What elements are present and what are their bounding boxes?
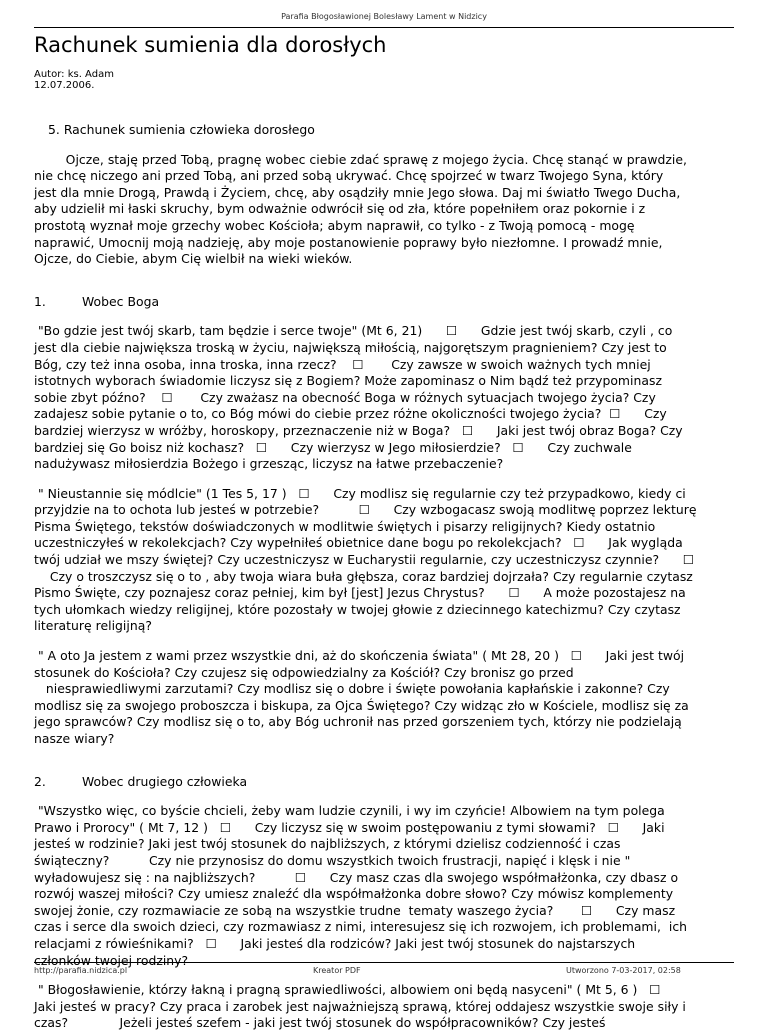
text-line: literaturę religijną? [34, 618, 152, 634]
text-line: naprawić, Umocnij moją nadzieję, aby moje postanowienie poprawy było niezłomne. I prowadź mnie, [34, 234, 663, 250]
text-line: Jaki jesteś w pracy? Czy praca i zarobek jest najważniejszą sprawą, której oddajesz wszystkie swoje siły i [34, 998, 686, 1014]
text-line: stosunek do Kościoła? Czy czujesz się odpowiedzialny za Kościół? Czy bronisz go przed [34, 664, 574, 680]
chapter-title: Wobec Boga [82, 293, 160, 309]
text-line: niesprawiedliwymi zarzutami? Czy modlisz się o dobre i święte powołania kapłańskie i zakonne? Czy [34, 681, 670, 697]
text-line: relacjami z rówieśnikami? ☐ Jaki jesteś dla rodziców? Jaki jest twój stosunek do najstarszych [34, 935, 636, 951]
page-header: Parafia Błogosławionej Bolesławy Lament w Nidzicy [281, 12, 487, 21]
text-line: świąteczny? Czy nie przynosisz do domu wszystkich twoich frustracji, napięć i klęsk i nie " [34, 852, 631, 868]
footer-created-date: Utworzono 7-03-2017, 02:58 [566, 966, 681, 975]
text-line: swojej żonie, czy rozmawiacie ze sobą na wszystkie trudne tematy waszego życia? ☐ Czy masz [34, 902, 676, 918]
chapter-title: Wobec drugiego człowieka [82, 773, 248, 789]
text-line: jego sprawców? Czy modlisz się o to, aby Bóg uchronił nas przed gorszeniem tych, którzy nie podzielają [34, 714, 682, 730]
text-line: zadajesz sobie pytanie o to, co Bóg mówi do ciebie przez różne okoliczności twojego życia? ☐ Czy [34, 406, 667, 422]
text-line: Czy o troszczysz się o to , aby twoja wiara buła głębsza, coraz bardziej dojrzała? Czy regularnie czytasz [34, 568, 693, 584]
text-line: członków twojej rodziny? [34, 952, 189, 968]
text-line: wyładowujesz się : na najbliższych? ☐ Czy masz czas dla swojego współmałżonka, czy dbasz o [34, 869, 679, 885]
text-line: uczestniczyłeś w rekolekcjach? Czy wypełniłeś obietnice dane bogu po rekolekcjach? ☐ Jak wygląda [34, 535, 683, 551]
text-line: rozwój waszej miłości? Czy umiesz znaleźć dla współmałżonka dobre słowo? Czy mówisz komplementy [34, 886, 674, 902]
text-line: sobie zbyt późno? ☐ Czy zważasz na obecność Boga w różnych sytuacjach twojego życia? Czy [34, 389, 656, 405]
text-line: nadużywasz miłosierdzia Bożego i grzesząc, liczysz na łatwe przebaczenie? [34, 456, 504, 472]
text-line: jesteś w rodzinie? Jaki jest twój stosunek do najbliższych, z którymi dzielisz codzienność i czas [34, 836, 621, 852]
paragraph-justice [34, 982, 736, 1032]
text-line: Bóg, czy też inna osoba, inna troska, inna rzecz? ☐ Czy zawsze w swoich ważnych tych mniej [34, 356, 651, 372]
text-line: nasze wiary? [34, 731, 115, 746]
paragraph-golden-rule [34, 803, 736, 969]
header-divider [34, 27, 734, 28]
document-meta [34, 69, 114, 91]
section-heading: 5. Rachunek sumienia człowieka dorosłego [48, 122, 315, 137]
text-line: jest dla ciebie największa troską w życiu, największą miłością, najgorętszym pragnieniem? Czy jest to [34, 339, 667, 355]
text-line: prostotą wyznał moje grzechy wobec Kościoła; abym naprawił, co tylko - z Twoją pomocą - mogę [34, 217, 635, 233]
paragraph-treasure [34, 323, 736, 472]
text-line: modlisz się za swojego proboszcza i biskupa, za Ojca Świętego? Czy widząc zło w Kościele, modlisz się za [34, 697, 689, 713]
chapter-heading-2 [34, 774, 736, 791]
text-line: jest dla mnie Drogą, Prawdą i Życiem, chcę, aby osądziły mnie Jego słowa. Daj mi światło Twego Ducha, [34, 184, 681, 200]
text-line: Ojcze, staję przed Tobą, pragnę wobec ciebie zdać sprawę z mojego życia. Chcę stanąć w prawdzie, [34, 151, 687, 167]
text-line: Prawo i Prorocy" ( Mt 7, 12 ) ☐ Czy liczysz się w swoim postępowaniu z tymi słowami? ☐ Jaki [34, 819, 665, 835]
footer-creator: Kreator PDF [313, 966, 361, 975]
document-title: Rachunek sumienia dla dorosłych [34, 33, 387, 57]
paragraph-church [34, 648, 736, 748]
text-line: bardziej się Go boisz niż kochasz? ☐ Czy wierzysz w Jego miłosierdzie? ☐ Czy zuchwale [34, 439, 632, 455]
text-line: " A oto Ja jestem z wami przez wszystkie dni, aż do skończenia świata" ( Mt 28, 20 ) ☐ Jaki jest twój [34, 648, 685, 664]
chapter-number: 2. [34, 773, 46, 789]
text-line: Pisma Świętego, tekstów doświadczonych w modlitwie świętych i pisarzy religijnych? Kiedy ostatnio [34, 518, 656, 534]
footer-divider [34, 962, 734, 963]
text-line: twój udział we mszy świętej? Czy uczestniczysz w Eucharystii regularnie, czy uczestniczysz czynnie? ☐ [34, 552, 694, 568]
date-line: 12.07.2006. [34, 80, 95, 91]
footer-url-link[interactable]: http://parafia.nidzica.pl [34, 966, 128, 975]
text-line: "Bo gdzie jest twój skarb, tam będzie i serce twoje" (Mt 6, 21) ☐ Gdzie jest twój skarb, czyli , co [34, 323, 673, 339]
paragraph-prayer [34, 486, 736, 635]
text-line: aby udzielił mi łaski skruchy, bym odważnie odwrócił się od zła, które popełniłem oraz pokornie i z [34, 201, 646, 217]
text-line: Pismo Święte, czy poznajesz coraz pełniej, kim był [jest] Jezus Chrystus? ☐ A może pozostajesz na [34, 585, 686, 601]
text-line: istotnych wyborach świadomie liczysz się z Bogiem? Może zapominasz o Nim bądź też przypominasz [34, 373, 662, 389]
text-line: czas? Jeżeli jesteś szefem - jaki jest twój stosunek do współpracowników? Czy jesteś [34, 1015, 606, 1031]
text-line: tych ułomkach wiedzy religijnej, które pozostały w twojej głowie z dziecinnego katechizmu? Czy czytasz [34, 601, 681, 617]
chapter-heading-1 [34, 294, 736, 311]
intro-paragraph [34, 152, 736, 268]
text-line: czas i serce dla swoich dzieci, czy rozmawiasz z nimi, interesujesz się ich rozwojem, ich problemami, ich [34, 919, 688, 935]
text-line: bardziej wierzysz w wróżby, horoskopy, przeznaczenie niż w Boga? ☐ Jaki jest twój obraz Boga? Czy [34, 422, 683, 438]
text-line: przyjdzie na to ochota lub jesteś w potrzebie? ☐ Czy wzbogacasz swoją modlitwę poprzez lekturę [34, 502, 697, 518]
text-line: Ojcze, do Ciebie, abym Cię wielbił na wieki wieków. [34, 251, 353, 267]
text-line: " Nieustannie się módlcie" (1 Tes 5, 17 ) ☐ Czy modlisz się regularnie czy też przypadkowo, kiedy ci [34, 485, 686, 501]
chapter-number: 1. [34, 293, 46, 309]
text-line: "Wszystko więc, co byście chcieli, żeby wam ludzie czynili, i wy im czyńcie! Albowiem na tym polega [34, 803, 665, 819]
text-line: nie chcę niczego ani przed Tobą, ani przed sobą ukrywać. Chcę spojrzeć w twarz Twojego Syna, który [34, 168, 664, 184]
author-line: Autor: ks. Adam [34, 69, 114, 80]
text-line: " Błogosławienie, którzy łakną i pragną sprawiedliwości, albowiem oni będą nasyceni" ( Mt 5, 6 ) ☐ [34, 982, 661, 998]
document-body [34, 122, 736, 1032]
